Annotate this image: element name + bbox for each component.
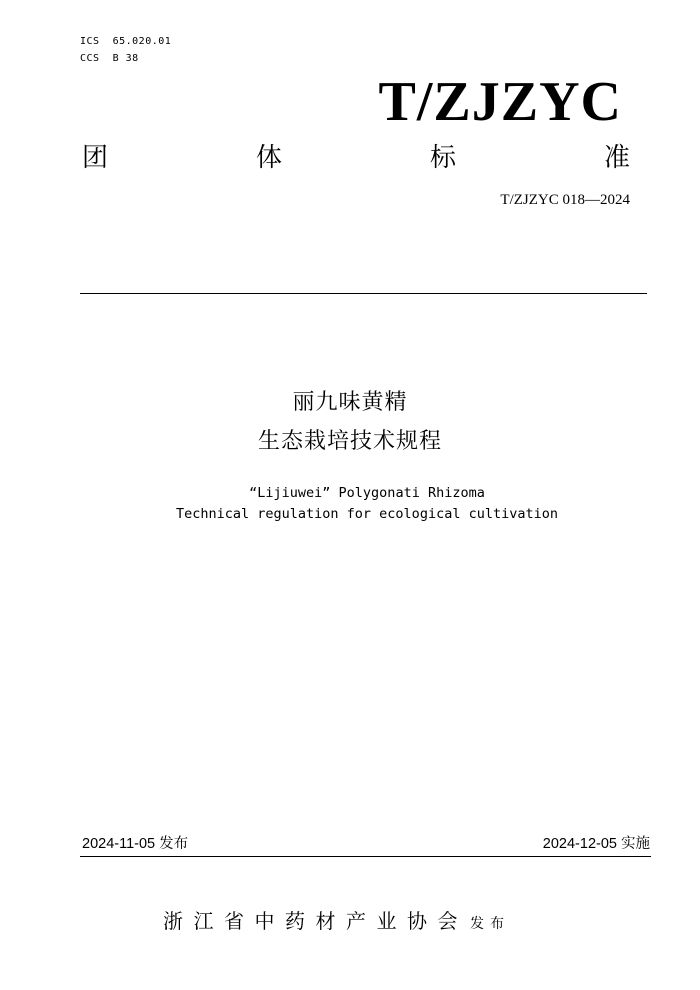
- title-english-line-1: “Lijiuwei” Polygonati Rhizoma: [249, 485, 485, 501]
- title-chinese-line-2: 生态栽培技术规程: [257, 429, 442, 454]
- title-english-line-2: Technical regulation for ecological cultivation: [175, 506, 558, 522]
- standard-type-char: 标: [429, 143, 456, 173]
- standard-type-char: 体: [255, 143, 282, 173]
- standard-type-char: 准: [603, 143, 630, 173]
- standard-number: T/ZJZYC 018—2024: [500, 192, 630, 208]
- standard-type-char: 团: [82, 143, 109, 173]
- publish-word: 发布: [470, 916, 510, 932]
- ccs-code: CCS B 38: [80, 53, 139, 64]
- publisher-name: 浙江省中药材产业协会: [163, 909, 468, 933]
- standard-type: [82, 142, 630, 174]
- title-chinese-line-1: 丽九味黄精: [292, 390, 408, 415]
- implementation-date: 2024-12-05 实施: [542, 836, 650, 852]
- publisher-line: [163, 905, 510, 934]
- standard-code: T/ZJZYC: [378, 71, 622, 133]
- footer-divider: [80, 856, 651, 857]
- header-divider: [80, 293, 647, 294]
- issue-date: 2024-11-05 发布: [82, 836, 189, 852]
- ics-code: ICS 65.020.01: [80, 36, 172, 47]
